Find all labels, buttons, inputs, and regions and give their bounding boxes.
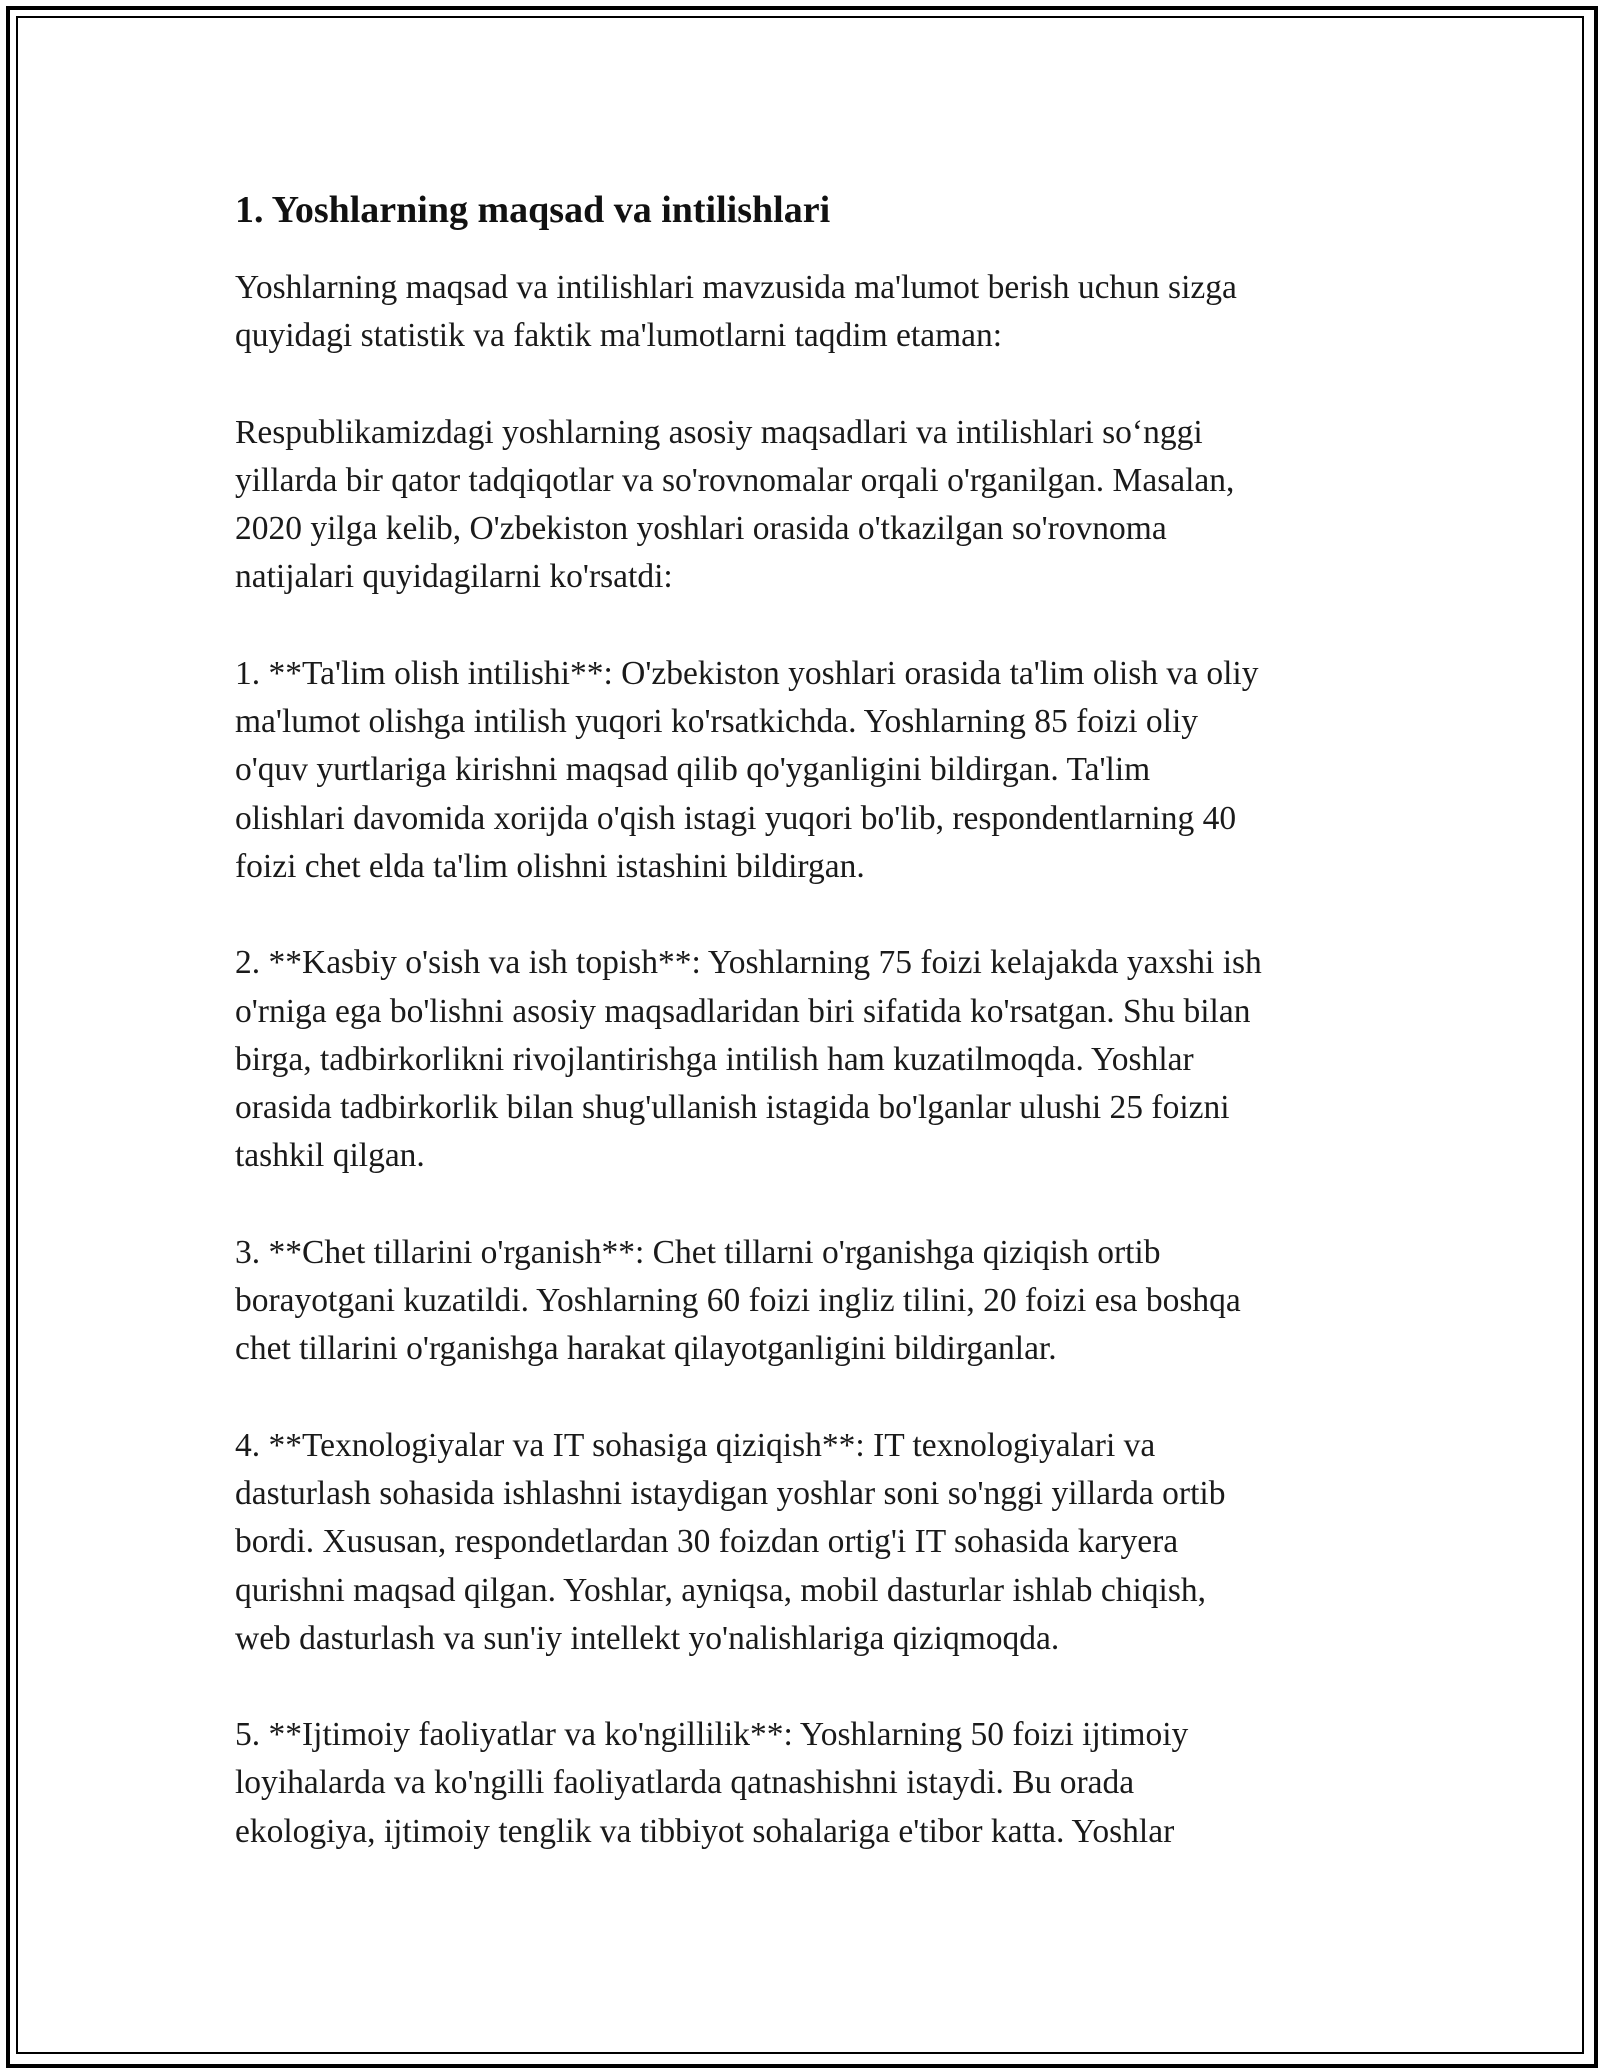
list-item-career: 2. **Kasbiy o'sish va ish topish**: Yoshlarning 75 foizi kelajakda yaxshi ish o'rniga ega bo'lishni asosiy maqsadlaridan biri sifatida ko'rsatgan. Shu bilan birga, tadbirkorlikni rivojlantirishga intilish ham kuzatilmoqda. Yoshlar orasida tadbirkorlik bilan shug'ullanish istagida bo'lganlar ulushi 25 foizni tashkil qilgan. [235,944,1262,1175]
intro-paragraph: Yoshlarning maqsad va intilishlari mavzusida ma'lumot berish uchun sizga quyidagi statistik va faktik ma'lumotlarni taqdim etaman: [235,269,1237,355]
context-paragraph: Respublikamizdagi yoshlarning asosiy maqsadlari va intilishlari so‘nggi yillarda bir qator tadqiqotlar va so'rovnomalar orqali o'rganilgan. Masalan, 2020 yilga kelib, O'zbekiston yoshlari orasida o'tkazilgan so'rovnoma natijalari quyidagilarni ko'rsatdi: [235,413,1235,596]
list-item-social: 5. **Ijtimoiy faoliyatlar va ko'ngillilik**: Yoshlarning 50 foizi ijtimoiy loyihalarda va ko'ngilli faoliyatlarda qatnashishni istaydi. Bu orada ekologiya, ijtimoiy tenglik va tibbiyot sohalariga e'tibor katta. Yoshlar [235,1716,1189,1850]
document-body [235,186,1375,1904]
list-item-it: 4. **Texnologiyalar va IT sohasiga qiziqish**: IT texnologiyalari va dasturlash sohasida ishlashni istaydigan yoshlar soni so'nggi yillarda ortib bordi. Xususan, respondetlardan 30 foizdan ortig'i IT sohasida karyera qurishni maqsad qilgan. Yoshlar, ayniqsa, mobil dasturlar ishlab chiqish, web dasturlash va sun'iy intellekt yo'nalishlariga qiziqmoqda. [235,1426,1226,1657]
section-heading: 1. Yoshlarning maqsad va intilishlari [235,189,831,231]
list-item-languages: 3. **Chet tillarini o'rganish**: Chet tillarni o'rganishga qiziqish ortib borayotgani kuzatildi. Yoshlarning 60 foizi ingliz tilini, 20 foizi esa boshqa chet tillarini o'rganishga harakat qilayotganligini bildirganlar. [235,1233,1241,1368]
list-item-education: 1. **Ta'lim olish intilishi**: O'zbekiston yoshlari orasida ta'lim olish va oliy ma'lumot olishga intilish yuqori ko'rsatkichda. Yoshlarning 85 foizi oliy o'quv yurtlariga kirishni maqsad qilib qo'yganligini bildirgan. Ta'lim olishlari davomida xorijda o'qish istagi yuqori bo'lib, respondentlarning 40 foizi chet elda ta'lim olishni istashini bildirgan. [235,654,1259,885]
